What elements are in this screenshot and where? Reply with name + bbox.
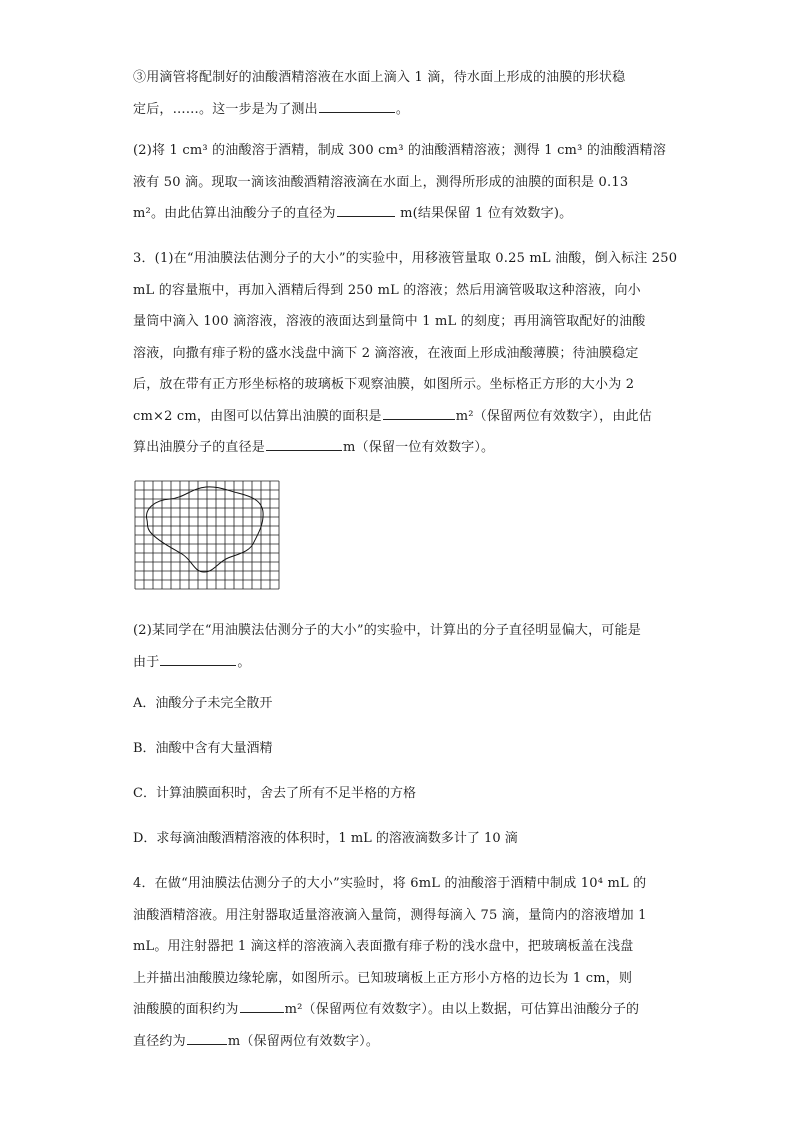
q4-line5-end: m²（保留两位有效数字）。由以上数据，可估算出油酸分子的 <box>284 1002 640 1017</box>
answer-blank[interactable] <box>337 198 395 217</box>
q4-line5-text: 油酸膜的面积约为 <box>133 1002 239 1017</box>
q2-step3-line2 <box>133 94 663 126</box>
q3-part2-line1: (2)某同学在“用油膜法估测分子的大小”的实验中，计算出的分子直径明显偏大，可能是 <box>133 623 641 638</box>
q3-line5: 后，放在带有正方形坐标格的玻璃板下观察油膜，如图所示。坐标格正方形的大小为 2 <box>133 377 635 392</box>
q4-paragraph <box>133 868 663 1057</box>
q2-part2-line3 <box>133 198 663 230</box>
q3-line6-text: cm×2 cm，由图可以估算出油膜的面积是 <box>133 408 382 424</box>
q4-line1: 4．在做“用油膜法估测分子的大小”实验时，将 6mL 的油酸溶于酒精中制成 10⁴ mL 的 <box>133 876 647 891</box>
q4-line5 <box>133 994 663 1026</box>
answer-blank[interactable] <box>266 432 342 451</box>
oil-film-grid-figure <box>134 480 280 594</box>
q2-step3-paragraph <box>133 62 663 125</box>
q4-line6-text: 直径约为 <box>133 1033 186 1049</box>
q3-part2-line2 <box>133 647 663 679</box>
q2-part2-unit: m² <box>133 206 151 221</box>
q3-line4: 溶液，向撒有痱子粉的盛水浅盘中滴下 2 滴溶液，在液面上形成油酸薄膜；待油膜稳定 <box>133 345 639 361</box>
q2-part2-line3-text: 。由此估算出油酸分子的直径为 <box>150 206 336 221</box>
q4-line6-end: m（保留两位有效数字）。 <box>227 1033 380 1049</box>
q3-paragraph <box>133 243 678 464</box>
q4-line3: mL。用注射器把 1 滴这样的溶液滴入表面撒有痱子粉的浅水盘中，把玻璃板盖在浅盘 <box>133 939 634 954</box>
option-a[interactable]: A．油酸分子未完全散开 <box>133 696 273 711</box>
option-b[interactable]: B．油酸中含有大量酒精 <box>133 741 273 756</box>
q3-part2-paragraph <box>133 615 663 678</box>
q4-line4: 上并描出油酸膜边缘轮廓，如图所示。已知玻璃板上正方形小方格的边长为 1 cm，则 <box>133 970 633 986</box>
q4-line6 <box>133 1026 663 1058</box>
answer-blank[interactable] <box>383 401 455 420</box>
q3-line2: mL 的容量瓶中，再加入酒精后得到 250 mL 的溶液；然后用滴管吸取这种溶液，向小 <box>133 282 641 298</box>
oil-film-outline <box>147 487 264 572</box>
option-d[interactable]: D．求每滴油酸酒精溶液的体积时，1 mL 的溶液滴数多计了 10 滴 <box>133 831 518 846</box>
q3-line7-text: 算出油膜分子的直径是 <box>133 440 266 455</box>
q2-step3-line1: ③用滴管将配制好的油酸酒精溶液在水面上滴入 1 滴，待水面上形成的油膜的形状稳 <box>133 70 626 85</box>
q3-line6-end: m²（保留两位有效数字），由此估 <box>455 408 652 424</box>
q4-line2: 油酸酒精溶液。用注射器取适量溶液滴入量筒，测得每滴入 75 滴，量筒内的溶液增加 1 <box>133 907 647 923</box>
q2-part2-line1: (2)将 1 cm³ 的油酸溶于酒精，制成 300 cm³ 的油酸酒精溶液；测得 1 cm³ 的油酸酒精溶 <box>133 143 667 158</box>
q2-step3-line2-text: 定后，……。这一步是为了测出 <box>133 101 318 117</box>
q3-line7 <box>133 432 663 464</box>
q3-line3: 量筒中滴入 100 滴溶液，溶液的液面达到量筒中 1 mL 的刻度；再用滴管取配好的油酸 <box>133 314 646 329</box>
answer-blank[interactable] <box>319 94 395 113</box>
q3-part2-line2-text: 由于 <box>133 654 160 670</box>
q3-line6 <box>133 401 663 433</box>
q3-line7-end: m（保留一位有效数字）。 <box>343 440 495 455</box>
q2-step3-line2-end: 。 <box>395 101 410 117</box>
grid-svg <box>134 480 280 590</box>
answer-blank[interactable] <box>240 994 284 1013</box>
q3-line1: 3．(1)在“用油膜法估测分子的大小”的实验中，用移液管量取 0.25 mL 油酸，倒入标注 250 <box>133 251 678 266</box>
q2-part2-line3-end: m(结果保留 1 位有效数字)。 <box>395 206 573 221</box>
q2-part2-paragraph <box>133 135 667 230</box>
answer-blank[interactable] <box>187 1026 227 1045</box>
answer-blank[interactable] <box>160 647 236 666</box>
q2-part2-line2: 液有 50 滴。现取一滴该油酸酒精溶液滴在水面上，测得所形成的油膜的面积是 0.13 <box>133 174 629 190</box>
q3-part2-line2-end: 。 <box>237 654 251 670</box>
option-c[interactable]: C．计算油膜面积时，舍去了所有不足半格的方格 <box>133 786 416 801</box>
